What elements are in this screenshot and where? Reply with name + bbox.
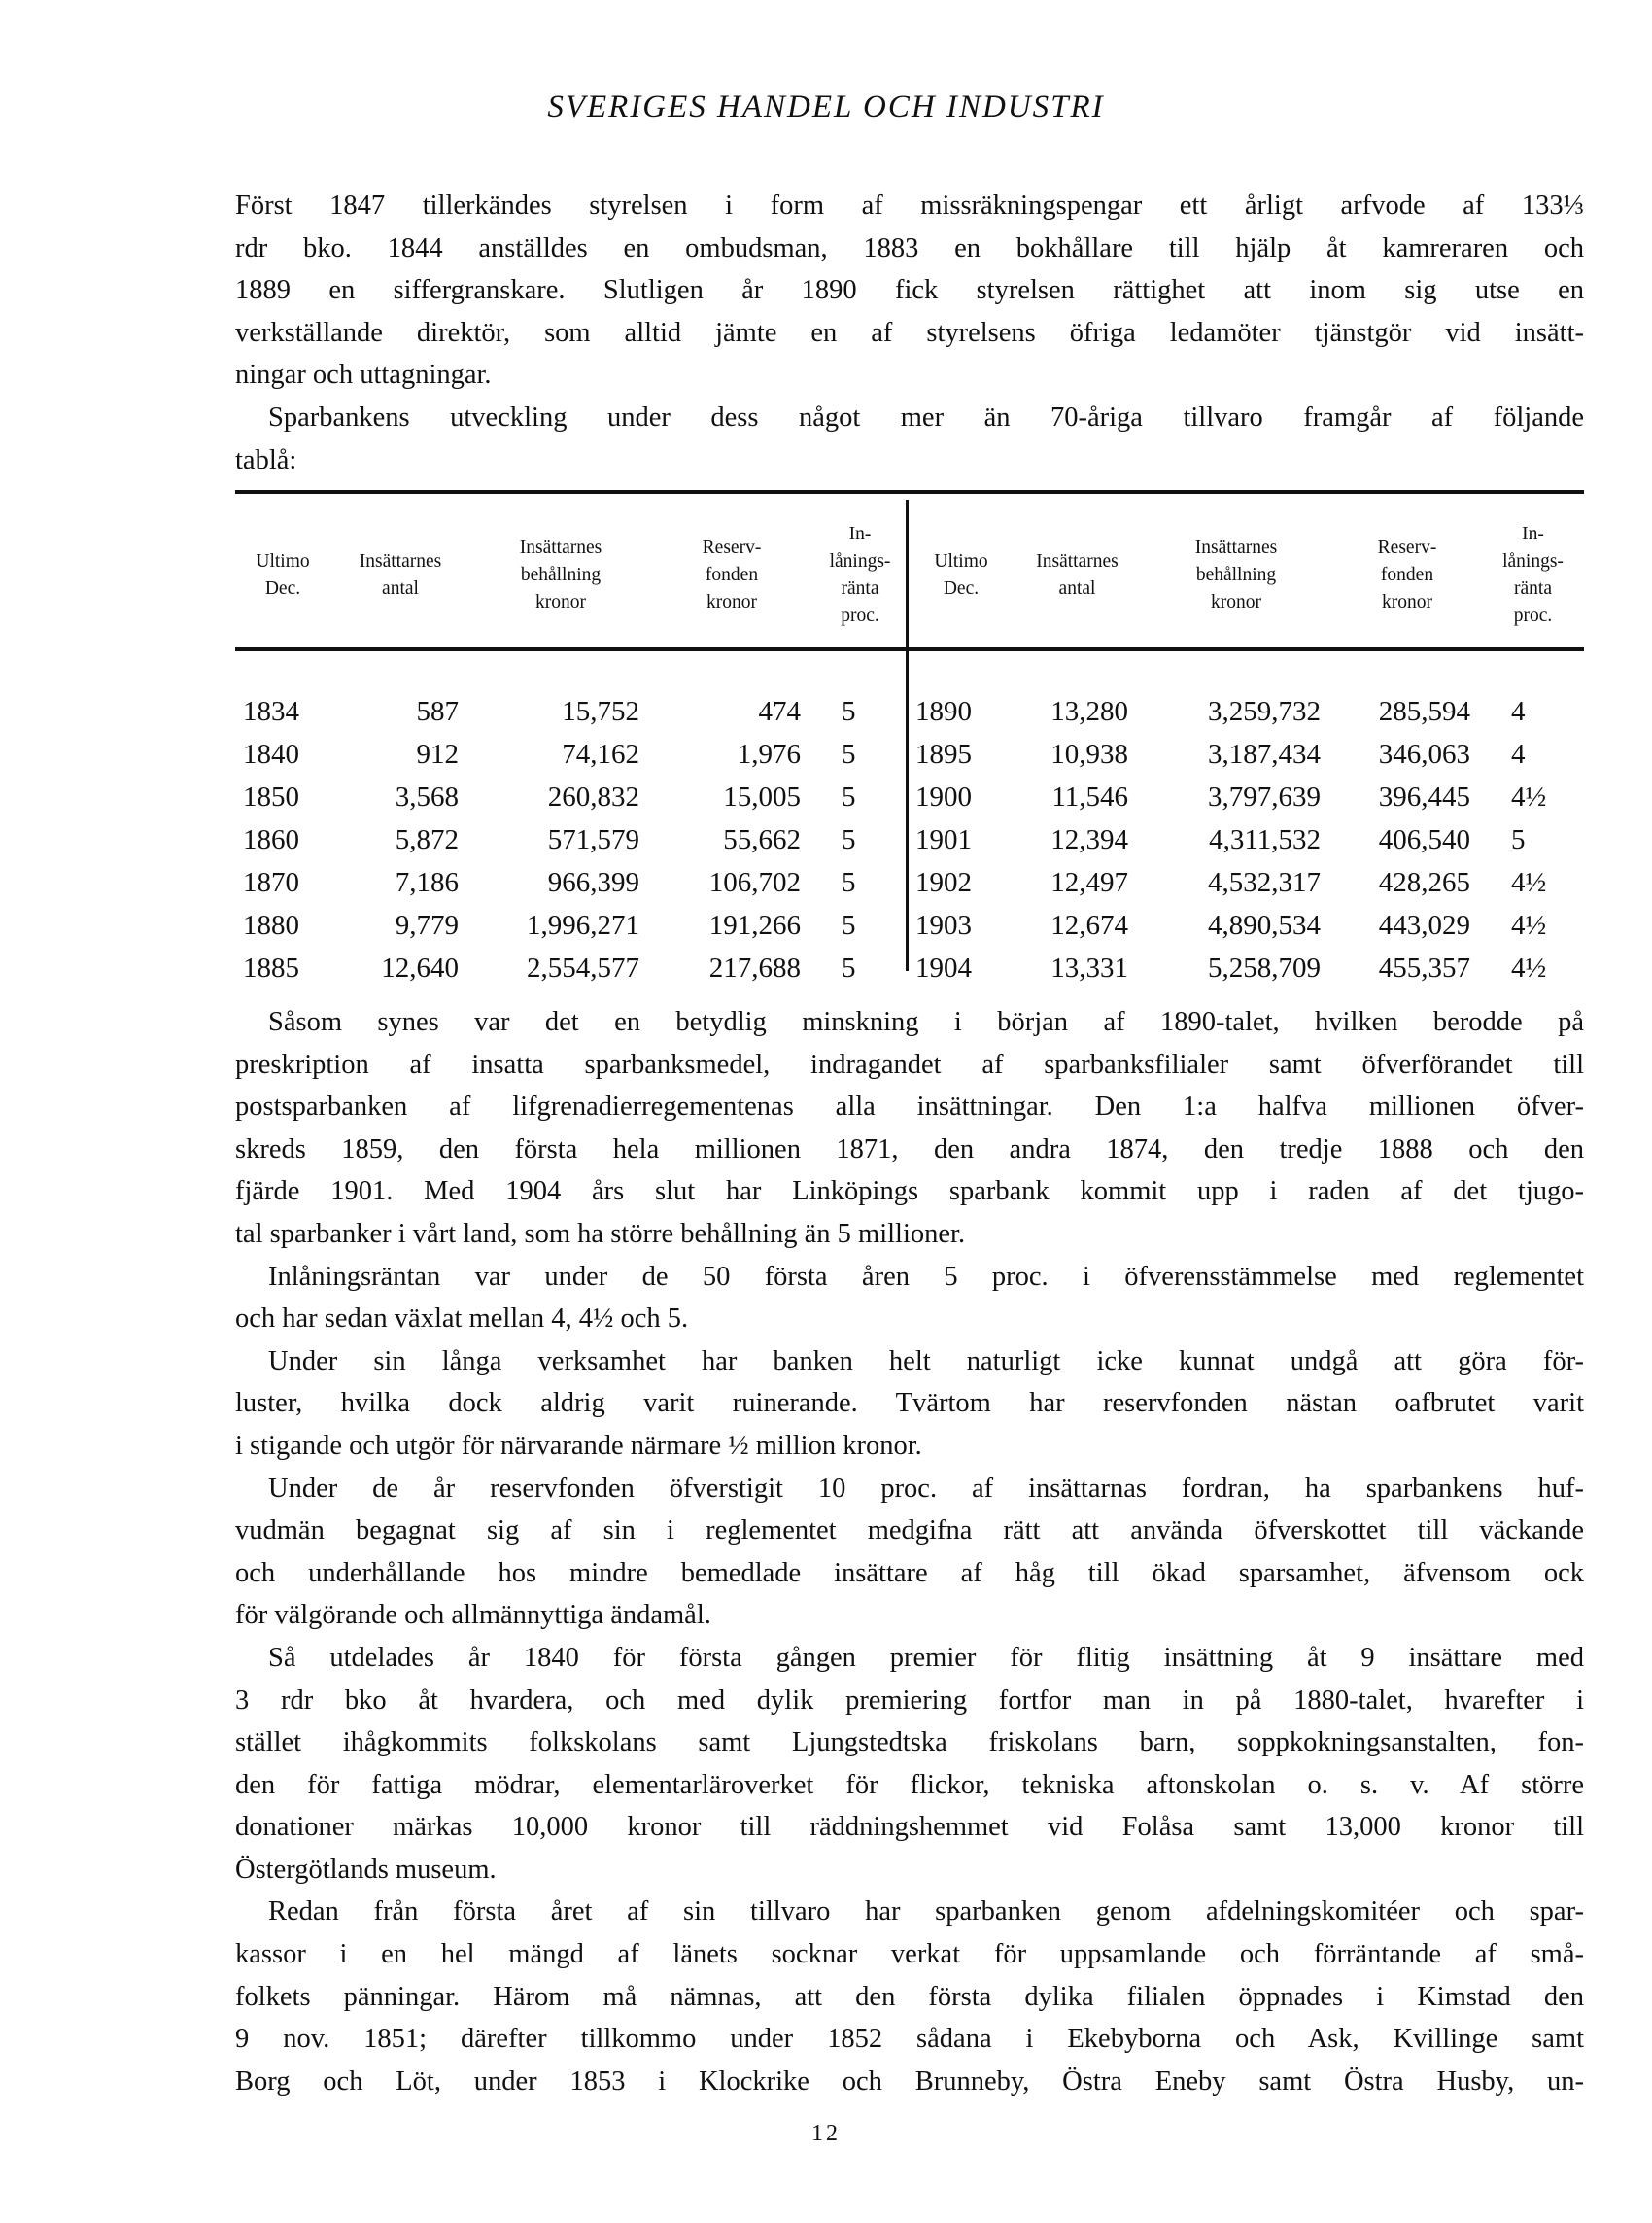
table-cell: 12,640 [381,953,459,984]
text-line: och underhållande hos mindre bemedlade insättare af håg till ökad sparsamhet, äfvensom ock [235,1557,1584,1588]
table-cell: 1904 [915,953,972,984]
text-line: fjärde 1901. Med 1904 års slut har Linköpings sparbank kommit upp i raden af det tjugo- [235,1176,1584,1207]
table-cell: 106,702 [708,867,801,898]
table-cell: 1,996,271 [527,910,639,941]
table-cell: 7,186 [395,867,459,898]
table-cell: 15,752 [562,696,639,727]
table-cell: 443,029 [1378,910,1470,941]
text-line: vudmän begagnat sig af sin i reglementet medgifna rätt att använda öfverskottet till väckande [235,1515,1584,1546]
table-cell: 1901 [915,824,972,855]
text-line: 1889 en siffergranskare. Slutligen år 1890 fick styrelsen rättighet att inom sig utse en [235,275,1584,306]
column-header: Ultimo Dec. [934,551,988,599]
table-cell: 4½ [1511,910,1547,941]
table-cell: 346,063 [1378,739,1470,770]
table-cell: 5,872 [395,824,459,855]
text-line: 9 nov. 1851; därefter tillkommo under 1852 sådana i Ekebyborna och Ask, Kvillinge samt [235,2024,1584,2055]
table-cell: 1,976 [737,739,801,770]
text-line: kassor i en hel mängd af länets socknar verkat för uppsamlande och förräntande af små- [235,1939,1584,1970]
text-line: tablå: [235,444,297,475]
text-line: folkets pänningar. Härom må nämnas, att den första dylika filialen öppnades i Kimstad den [235,1981,1584,2012]
table-cell: 1885 [243,953,299,984]
table-cell: 4½ [1511,867,1547,898]
table-cell: 428,265 [1378,867,1470,898]
table-cell: 4½ [1511,953,1547,984]
table-cell: 571,579 [547,824,639,855]
column-header: Insättarnes antal [1036,551,1119,599]
table-cell: 4½ [1511,782,1547,813]
column-header: Insättarnes behållning kronor [519,538,602,612]
table-cell: 4,890,534 [1208,910,1321,941]
table-cell: 74,162 [562,739,639,770]
table-cell: 912 [416,739,459,770]
text-block-intro [235,185,1584,481]
text-line: för välgörande och allmännyttiga ändamål. [235,1600,711,1631]
table-cell: 11,546 [1051,782,1128,813]
text-line: ningar och uttagningar. [235,360,492,391]
table-cell: 1840 [243,739,299,770]
table-cell: 2,554,577 [527,953,639,984]
table-cell: 3,259,732 [1208,696,1321,727]
table-cell: 1860 [243,824,299,855]
table-cell: 1880 [243,910,299,941]
table-cell: 15,005 [723,782,801,813]
table-cell: 1902 [915,867,972,898]
table-cell: 1900 [915,782,972,813]
table-row [235,818,1584,861]
table-cell: 5 [842,782,856,813]
table-row [235,733,1584,776]
table-row [235,690,1584,733]
table-cell: 3,797,639 [1208,782,1321,813]
table-row [235,947,1584,990]
text-line: rdr bko. 1844 anställdes en ombudsman, 1883 en bokhållare till hjälp åt kamreraren och [235,232,1584,263]
table-cell: 285,594 [1378,696,1470,727]
running-head: SVERIGES HANDEL OCH INDUSTRI [547,89,1105,124]
column-header: Ultimo Dec. [256,551,310,599]
table-cell: 3,187,434 [1208,739,1321,770]
text-line: donationer märkas 10,000 kronor till räddningshemmet vid Folåsa samt 13,000 kronor till [235,1812,1584,1843]
table-cell: 10,938 [1050,739,1128,770]
table-cell: 191,266 [708,910,801,941]
text-line: Först 1847 tillerkändes styrelsen i form af missräkningspengar ett årligt arfvode af 133⅓ [235,191,1584,221]
table-cell: 455,357 [1378,953,1470,984]
table-cell: 1870 [243,867,299,898]
table-cell: 5 [842,696,856,727]
table-cell: 13,280 [1050,696,1128,727]
table-row [235,904,1584,947]
text-block-body [235,1001,1584,2102]
table-cell: 9,779 [395,910,459,941]
table-header-rule [235,647,1584,651]
table-cell: 406,540 [1378,824,1470,855]
table-cell: 1895 [915,739,972,770]
text-line: och har sedan växlat mellan 4, 4½ och 5. [235,1303,689,1335]
table-cell: 1903 [915,910,972,941]
table-cell: 5,258,709 [1208,953,1321,984]
column-header: Reserv- fonden kronor [1377,538,1437,612]
text-line: verkställande direktör, som alltid jämte en af styrelsens öfriga ledamöter tjänstgör vid insätt- [235,317,1584,348]
table-cell: 1834 [243,696,299,727]
text-line: stället ihågkommits folkskolans samt Ljungstedtska friskolans barn, soppkokningsanstalten, fon- [235,1727,1584,1758]
table-cell: 55,662 [723,824,801,855]
table-cell: 4,311,532 [1209,824,1321,855]
table-cell: 966,399 [547,867,639,898]
page-number: 12 [811,2121,841,2146]
table-cell: 12,394 [1050,824,1128,855]
text-line: luster, hvilka dock aldrig varit ruinerande. Tvärtom har reservfonden nästan oafbrutet varit [235,1388,1584,1419]
table-cell: 5 [842,824,856,855]
column-header: Insättarnes antal [359,551,442,599]
table-cell: 5 [842,953,856,984]
column-header: In- lånings- ränta proc. [1502,524,1564,626]
column-header: Reserv- fonden kronor [702,538,762,612]
table-row [235,776,1584,818]
table-cell: 1850 [243,782,299,813]
table-cell: 4 [1511,739,1526,770]
table-cell: 5 [842,739,856,770]
text-line: Såsom synes var det en betydlig minskning i början af 1890-talet, hvilken berodde på [268,1007,1584,1037]
table-cell: 5 [1511,824,1526,855]
text-line: Under sin långa verksamhet har banken helt naturligt icke kunnat undgå att göra för- [268,1345,1584,1376]
table-cell: 474 [758,696,801,727]
text-line: skreds 1859, den första hela millionen 1871, den andra 1874, den tredje 1888 och den [235,1133,1584,1164]
table-cell: 5 [842,867,856,898]
table-cell: 1890 [915,696,972,727]
text-line: postsparbanken af lifgrenadierregementenas alla insättningar. Den 1:a halfva millionen öfver- [235,1092,1584,1123]
text-line: preskription af insatta sparbanksmedel, indragandet af sparbanksfilialer samt öfverförandet till [235,1049,1584,1080]
table-top-rule [235,490,1584,494]
table-cell: 396,445 [1378,782,1470,813]
table-cell: 217,688 [708,953,801,984]
table-cell: 13,331 [1050,953,1128,984]
text-line: Redan från första året af sin tillvaro har sparbanken genom afdelningskomitéer och spar- [268,1896,1584,1928]
text-line: tal sparbanker i vårt land, som ha större behållning än 5 millioner. [235,1218,966,1249]
savings-bank-table [235,490,1584,984]
table-cell: 4,532,317 [1208,867,1321,898]
text-line: Under de år reservfonden öfverstigit 10 proc. af insättarnas fordran, ha sparbankens huf- [268,1473,1584,1504]
text-line: 3 rdr bko åt hvardera, och med dylik premiering fortfor man in på 1880-talet, hvarefter i [235,1685,1584,1716]
table-row [235,861,1584,904]
text-line: i stigande och utgör för närvarande närmare ½ million kronor. [235,1430,922,1461]
text-line: Borg och Löt, under 1853 i Klockrike och Brunneby, Östra Eneby samt Östra Husby, un- [235,2066,1584,2097]
text-line: den för fattiga mödrar, elementarläroverket för flickor, tekniska aftonskolan o. s. v. Af större [235,1769,1584,1800]
table-cell: 260,832 [547,782,639,813]
table-cell: 5 [842,910,856,941]
text-line: Inlåningsräntan var under de 50 första åren 5 proc. i öfverensstämmelse med reglementet [268,1261,1584,1292]
table-cell: 587 [416,696,459,727]
column-header: In- lånings- ränta proc. [829,524,891,626]
text-line: Sparbankens utveckling under dess något mer än 70-åriga tillvaro framgår af följande [268,401,1584,433]
table-cell: 12,674 [1050,910,1128,941]
table-cell: 4 [1511,696,1526,727]
text-line: Östergötlands museum. [235,1854,497,1885]
column-header: Insättarnes behållning kronor [1194,538,1278,612]
table-cell: 3,568 [395,782,459,813]
table-cell: 12,497 [1050,867,1128,898]
text-line: Så utdelades år 1840 för första gången premier för flitig insättning åt 9 insättare med [268,1642,1584,1673]
